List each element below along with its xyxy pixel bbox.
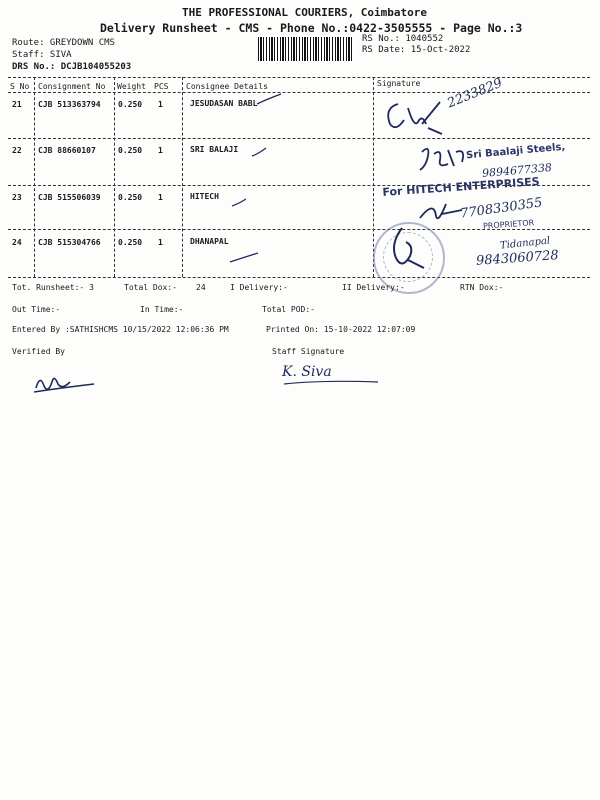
col-divider xyxy=(182,77,183,277)
row-weight: 0.250 xyxy=(118,100,143,109)
handwritten-phone: 9894677338 xyxy=(481,160,553,181)
staff-signature: K. Siva xyxy=(282,364,332,380)
ii-delivery-label: II Delivery:- xyxy=(342,283,405,292)
col-header-consignee: Consignee Details xyxy=(186,82,268,91)
handwritten-name: Tidanapal xyxy=(499,235,551,252)
proprietor-stamp-text: PROPRIETOR xyxy=(482,218,535,231)
col-divider xyxy=(34,77,35,277)
runsheet-title: Delivery Runsheet - CMS - Phone No.:0422-3505555 - Page No.:3 xyxy=(100,21,523,35)
row-consignee: HITECH xyxy=(190,192,219,201)
sri-baalaji-stamp-text: Sri Baalaji Steels, xyxy=(465,141,566,162)
row-sno: 23 xyxy=(12,193,22,202)
row-divider xyxy=(8,138,590,139)
i-delivery-label: I Delivery:- xyxy=(230,283,288,292)
tick-mark xyxy=(255,92,285,108)
handwritten-number: 2233829 xyxy=(445,75,505,112)
row-sno: 21 xyxy=(12,100,22,109)
col-header-sno: S No xyxy=(10,82,30,91)
row-consignment-no: CJB 513363794 xyxy=(38,100,101,109)
total-pod-label: Total POD:- xyxy=(262,305,315,314)
row-pcs: 1 xyxy=(158,238,163,247)
row-weight: 0.250 xyxy=(118,238,143,247)
verified-by-label: Verified By xyxy=(12,347,65,356)
rs-date: RS Date: 15-Oct-2022 xyxy=(362,45,471,55)
staff-label: Staff: SIVA xyxy=(12,50,72,60)
table-bottom-rule xyxy=(8,277,590,278)
drs-number: DRS No.: DCJB104055203 xyxy=(12,62,132,72)
row-consignment-no: CJB 515506039 xyxy=(38,193,101,202)
barcode xyxy=(258,37,354,61)
row-consignee: SRI BALAJI xyxy=(190,145,239,154)
row-consignee: JESUDASAN BABL xyxy=(190,99,258,108)
row-pcs: 1 xyxy=(158,100,163,109)
company-name: THE PROFESSIONAL COURIERS, Coimbatore xyxy=(182,6,428,19)
col-divider xyxy=(114,77,115,277)
hitech-stamp: For HITECH ENTERPRISES xyxy=(382,175,541,199)
col-header-weight: Weight xyxy=(117,82,146,91)
rtn-dox-label: RTN Dox:- xyxy=(460,283,504,292)
entered-by: Entered By :SATHISHCMS 10/15/2022 12:06:36 PM xyxy=(12,325,229,334)
col-header-signature: Signature xyxy=(377,79,421,88)
total-dox-value: 24 xyxy=(196,283,206,292)
signature-scribble xyxy=(386,224,430,274)
col-header-consignment: Consignment No xyxy=(38,82,106,91)
row-pcs: 1 xyxy=(158,146,163,155)
total-runsheet: Tot. Runsheet:- 3 xyxy=(12,283,94,292)
row-consignee: DHANAPAL xyxy=(190,237,229,246)
total-dox-label: Total Dox:- xyxy=(124,283,177,292)
row-sno: 22 xyxy=(12,146,22,155)
tick-mark xyxy=(250,146,270,160)
route-label: Route: GREYDOWN CMS xyxy=(12,38,115,48)
verifier-signature xyxy=(30,364,100,396)
handwritten-phone: 9843060728 xyxy=(475,248,560,269)
signature-scribble xyxy=(414,140,474,178)
rs-number: RS No.: 1040552 xyxy=(362,34,444,44)
signature-scribble xyxy=(416,196,466,226)
tick-mark xyxy=(228,250,262,266)
row-consignment-no: CJB 88660107 xyxy=(38,146,96,155)
staff-signature-label: Staff Signature xyxy=(272,347,345,356)
row-weight: 0.250 xyxy=(118,146,143,155)
signature-scribble xyxy=(382,94,452,138)
signature-underline xyxy=(282,378,382,390)
row-pcs: 1 xyxy=(158,193,163,202)
handwritten-phone: 7708330355 xyxy=(459,195,544,222)
table-header-rule xyxy=(8,92,590,93)
tick-mark xyxy=(230,196,250,210)
in-time-label: In Time:- xyxy=(140,305,184,314)
row-sno: 24 xyxy=(12,238,22,247)
row-weight: 0.250 xyxy=(118,193,143,202)
printed-on: Printed On: 15-10-2022 12:07:09 xyxy=(266,325,416,334)
out-time-label: Out Time:- xyxy=(12,305,61,314)
col-header-pcs: PCS xyxy=(154,82,169,91)
row-consignment-no: CJB 515304766 xyxy=(38,238,101,247)
table-top-rule xyxy=(8,77,590,78)
